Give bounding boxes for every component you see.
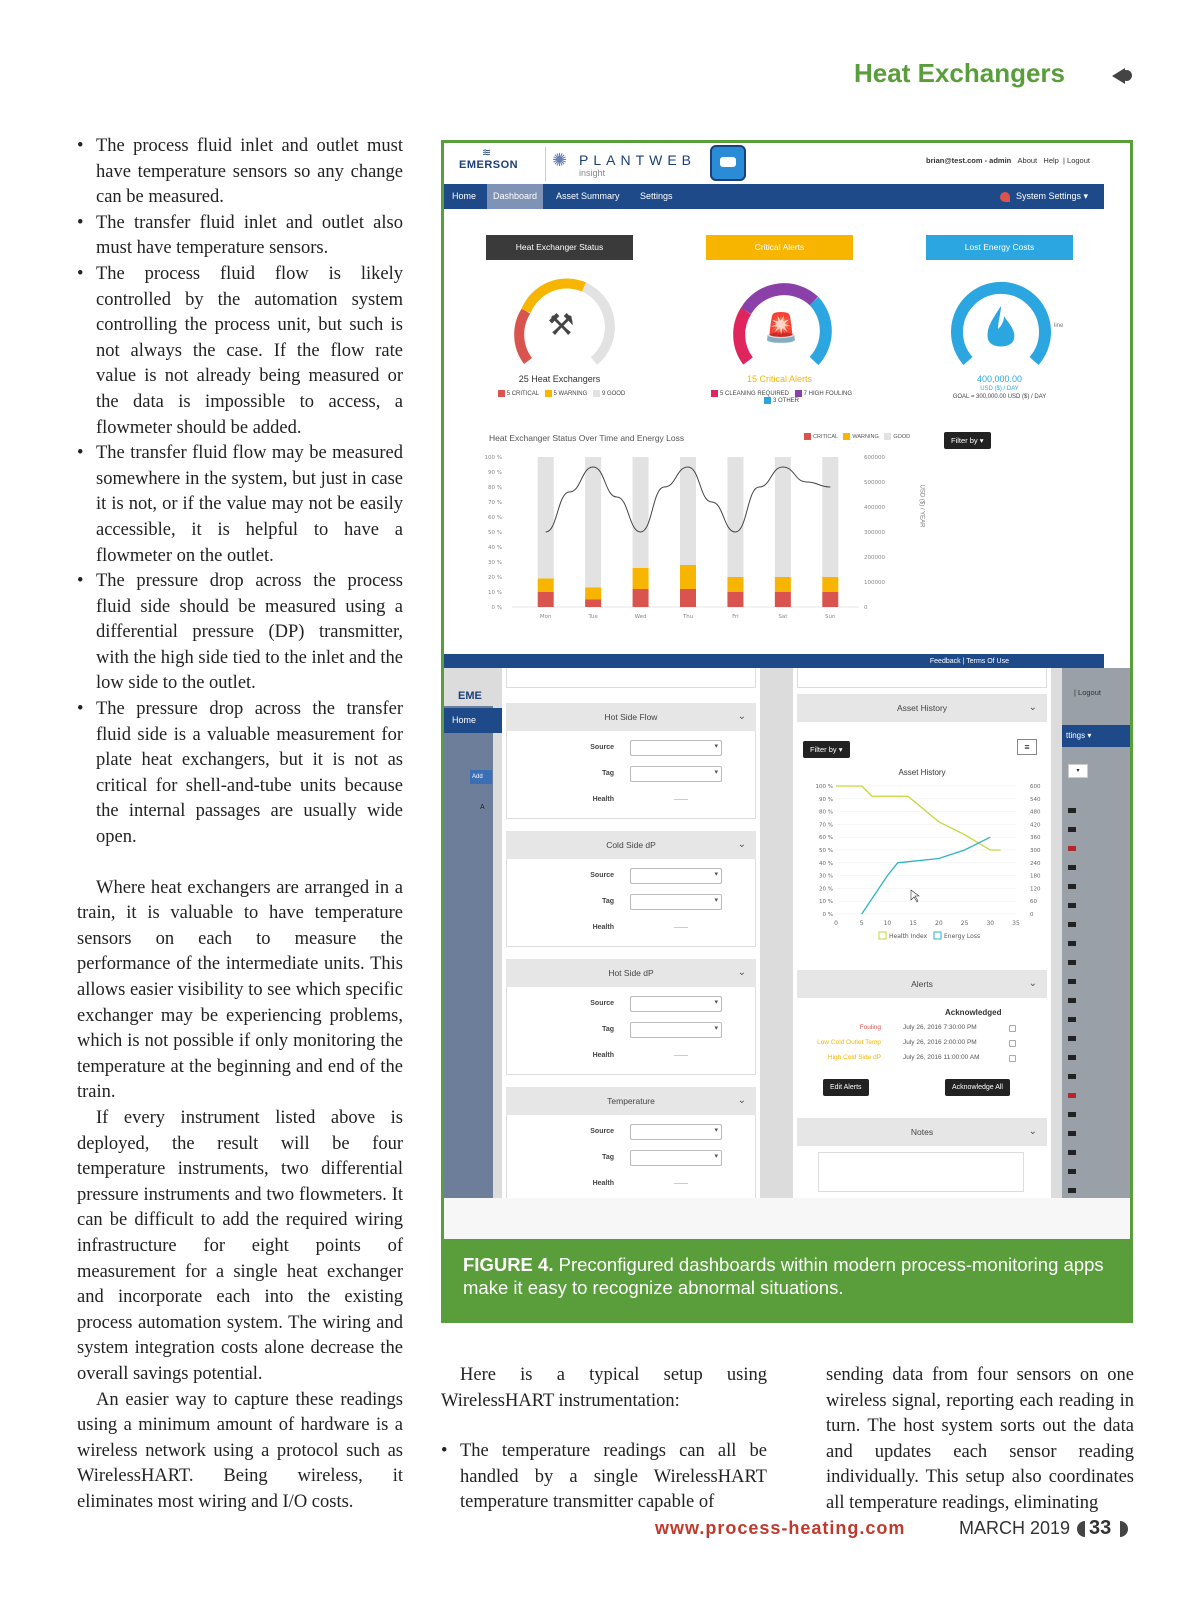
y2-tick-label: 480	[1030, 809, 1041, 816]
bar-good	[775, 457, 791, 577]
legend-swatch	[934, 932, 941, 939]
health-value: ——	[674, 924, 688, 931]
flag-icon	[1068, 922, 1076, 927]
y2-tick-label: 400000	[864, 505, 885, 511]
field-label: Health	[592, 1180, 614, 1187]
panel-title: Cold Side dP	[606, 840, 656, 850]
page-bracket-right-icon	[1120, 1521, 1128, 1537]
energy-goal: GOAL = 300,000.00 USD ($) / DAY	[952, 394, 1047, 400]
x-tick-label: Fri	[732, 614, 739, 620]
field-label: Source	[590, 872, 614, 879]
footer-links[interactable]: Feedback | Terms Of Use	[929, 658, 1009, 665]
chevron-down-icon[interactable]: ⌄	[737, 711, 746, 722]
flag-icon	[1068, 846, 1076, 851]
list-item: • The process fluid flow is likely controlled by the automation system controlling the process unit, but such is not always the case. If the flow rate value is not already being measured or the data is impossible to access, a flowmeter should be added.	[77, 262, 403, 441]
bar-warning	[680, 565, 696, 589]
x-tick-label: Sat	[778, 614, 788, 620]
product-subtitle: insight	[579, 168, 606, 178]
y2-tick-label: 180	[1030, 873, 1041, 880]
card-lost-energy-costs[interactable]: Lost Energy Costs	[926, 235, 1073, 260]
body-paragraph: An easier way to capture these readings using a minimum amount of hardware is a wireless network using a protocol such as WirelessHART. Being wireless, it eliminates most wiring and I/O costs.	[77, 1389, 403, 1512]
notes-title: Notes	[910, 1127, 934, 1137]
y-tick-label: 40 %	[488, 545, 502, 551]
panel-remnant	[506, 668, 756, 688]
bar-good	[727, 457, 743, 577]
x-tick-label: 0	[834, 920, 838, 927]
alert-name: Fouling	[859, 1024, 881, 1031]
acknowledge-checkbox[interactable]	[1009, 1025, 1016, 1032]
website-url[interactable]: www.process-heating.com	[655, 1518, 906, 1538]
alerts-legend: 5 CLEANING REQUIRED 7 HIGH FOULING 3 OTHER	[706, 390, 853, 404]
y-tick-label: 0 %	[822, 912, 833, 918]
y-tick-label: 30 %	[488, 560, 502, 566]
system-settings-menu[interactable]	[1000, 184, 1088, 209]
nav-home[interactable]: Home	[452, 191, 477, 201]
y-tick-label: 80 %	[819, 809, 833, 816]
status-count-label: 25 Heat Exchangers	[518, 374, 601, 384]
bar-good	[538, 457, 554, 579]
background-brand: EME	[458, 690, 482, 702]
y-tick-label: 100 %	[484, 455, 502, 461]
flag-icon	[1068, 1131, 1076, 1136]
acknowledge-all-button[interactable]: Acknowledge All	[945, 1079, 1010, 1096]
flag-icon	[1068, 1112, 1076, 1117]
settings-user-icon	[1000, 192, 1010, 202]
bar-critical	[680, 589, 696, 607]
y2-tick-label: 300000	[864, 530, 885, 536]
alerts-header[interactable]	[797, 970, 1047, 998]
tools-icon: ⚒	[547, 308, 575, 343]
card-critical-alerts[interactable]: Critical Alerts	[706, 235, 853, 260]
energy-cost-label: 400,000.00	[976, 374, 1023, 384]
flag-icon	[1068, 998, 1076, 1003]
y-tick-label: 50 %	[488, 530, 502, 536]
issue-date: MARCH 2019	[959, 1518, 1071, 1538]
x-tick-label: Thu	[682, 614, 694, 620]
flag-icon	[1068, 1093, 1076, 1098]
list-item: • The transfer fluid inlet and outlet also must have temperature sensors.	[77, 211, 403, 262]
flag-icon	[1068, 1055, 1076, 1060]
app-header	[444, 143, 1130, 187]
y-tick-label: 70 %	[819, 822, 833, 829]
section-title: Heat Exchangers	[854, 58, 1065, 88]
bar-critical	[633, 589, 649, 607]
asset-history-header[interactable]	[797, 694, 1047, 722]
bar-warning	[727, 577, 743, 592]
background-column-label: A	[480, 804, 485, 811]
emerson-logo-icon: ≋	[482, 147, 492, 159]
panel-title: Hot Side dP	[608, 968, 654, 978]
acknowledged-label: Acknowledged	[945, 1008, 1002, 1017]
energy-side-label: line	[1054, 323, 1064, 329]
card-heat-exchanger-status[interactable]: Heat Exchanger Status	[486, 235, 633, 260]
product-name: PLANTWEB	[579, 152, 697, 168]
y2-tick-label: 600	[1030, 784, 1041, 790]
y2-tick-label: 600000	[864, 455, 885, 461]
flag-icon	[1068, 903, 1076, 908]
flag-icon	[1068, 979, 1076, 984]
y-tick-label: 40 %	[819, 860, 833, 867]
cursor-icon	[911, 890, 919, 902]
x-tick-label: Wed	[634, 614, 647, 620]
chevron-down-icon[interactable]: ⌄	[1028, 1126, 1037, 1137]
bar-good	[822, 457, 838, 577]
right-axis-title: USD ($) / YEAR	[918, 484, 925, 528]
field-label: Source	[590, 1000, 614, 1007]
asset-history-title: Asset History	[896, 703, 948, 713]
flag-icon	[1068, 808, 1076, 813]
field-label: Tag	[602, 898, 614, 905]
history-filter-button[interactable]: Filter by ▾	[803, 741, 850, 758]
background-add-button[interactable]: Add	[470, 770, 492, 784]
list-item: • The pressure drop across the transfer fluid side is a valuable measurement for plate heat exchangers, but it is not as critical for shell-and-tube units because the internal passages are usually wide open.	[77, 697, 403, 851]
y2-tick-label: 420	[1030, 822, 1041, 829]
flag-icon	[1068, 1188, 1076, 1193]
flag-icon	[1068, 1074, 1076, 1079]
bar-good	[680, 457, 696, 565]
chevron-down-icon[interactable]: ⌄	[737, 967, 746, 978]
figure-4	[441, 140, 1133, 1323]
bar-critical	[585, 600, 601, 608]
alert-time: July 26, 2016 11:00:00 AM	[903, 1054, 980, 1061]
x-tick-label: 20	[935, 920, 943, 927]
status-chart-legend: CRITICAL WARNING GOOD	[800, 433, 910, 440]
field-label: Source	[590, 1128, 614, 1135]
flag-icon	[1068, 1169, 1076, 1174]
y2-tick-label: 0	[864, 605, 868, 611]
heat-exchanger-app-icon	[710, 145, 746, 181]
panel-header[interactable]	[506, 831, 756, 859]
figure-caption-text: Preconfigured dashboards within modern process-monitoring apps make it easy to recognize abnormal situations.	[463, 1254, 1104, 1298]
panel-header[interactable]	[506, 959, 756, 987]
alert-name: Low Cold Outlet Temp	[817, 1039, 881, 1046]
acknowledge-checkbox[interactable]	[1009, 1055, 1016, 1062]
flag-icon	[1068, 1036, 1076, 1041]
about-link[interactable]: About	[1017, 156, 1038, 165]
background-logout-link[interactable]: | Logout	[1074, 688, 1101, 697]
bar-critical	[727, 592, 743, 607]
bar-warning	[775, 577, 791, 592]
page-number: 33	[1089, 1517, 1112, 1539]
flag-icon	[1068, 941, 1076, 946]
panel-body	[506, 731, 756, 819]
y-tick-label: 10 %	[819, 899, 833, 906]
chevron-down-icon[interactable]: ⌄	[1028, 978, 1037, 989]
edit-alerts-button[interactable]: Edit Alerts	[823, 1079, 869, 1096]
alerts-title: Alerts	[911, 979, 933, 989]
user-links: brian@test.com - admin About Help | Logout	[926, 156, 1090, 165]
status-gauge	[506, 271, 616, 381]
y-tick-label: 20 %	[488, 575, 502, 581]
y2-tick-label: 120	[1030, 886, 1041, 893]
y-tick-label: 90 %	[488, 470, 502, 476]
y2-tick-label: 360	[1030, 835, 1041, 842]
y-tick-label: 100 %	[815, 784, 833, 790]
flag-icon	[1068, 884, 1076, 889]
x-tick-label: 10	[883, 920, 892, 927]
y2-tick-label: 240	[1030, 860, 1041, 867]
y-tick-label: 50 %	[819, 848, 833, 854]
help-link[interactable]: Help	[1043, 156, 1059, 165]
body-paragraph: sending data from four sensors on one wireless signal, reporting each reading in turn. The host system sorts out the data and updates each sensor reading individually. This setup also coordinates all temperature readings, eliminating	[826, 1365, 1134, 1513]
y2-tick-label: 200000	[864, 555, 885, 561]
chevron-down-icon[interactable]: ⌄	[737, 1095, 746, 1106]
field-label: Source	[590, 744, 614, 751]
health-index-line	[836, 786, 1001, 850]
field-label: Tag	[602, 1154, 614, 1161]
y-tick-label: 30 %	[819, 873, 833, 880]
plantweb-logo-icon: ✺	[552, 150, 568, 170]
y2-tick-label: 500000	[864, 480, 885, 486]
body-paragraph: Here is a typical setup using WirelessHART instrumentation:	[441, 1365, 767, 1411]
asset-history-chart-title: Asset History	[898, 768, 946, 777]
bar-good	[633, 457, 649, 568]
measurement-panels	[502, 668, 760, 1198]
list-item: • The transfer fluid flow may be measured somewhere in the system, but just in case it is not, or if the value may not be easily accessible, it is helpful to have a flowmeter on the outlet.	[77, 441, 403, 569]
dashboard-screenshot	[444, 143, 1130, 691]
divider	[545, 147, 546, 181]
legend-label: Health Index	[889, 933, 928, 940]
body-paragraph: If every instrument listed above is deployed, the result will be four temperature instruments, two differential pressure instruments and two flowmeters. It can be difficult to add the required wiring infrastructure for eight points of measurement for a single heat exchanger and incorporate each into the existing process automation system. The wiring and system integration costs alone decrease the overall savings potential.	[77, 1107, 403, 1384]
panel-header[interactable]	[506, 1087, 756, 1115]
list-item: • The process fluid inlet and outlet must have temperature sensors so any change can be measured.	[77, 134, 403, 211]
energy-unit: USD ($) / DAY	[980, 386, 1019, 392]
alert-time: July 26, 2016 2:00:00 PM	[903, 1039, 977, 1046]
menu-icon[interactable]: ≡	[1017, 739, 1037, 755]
panel-title: Temperature	[607, 1096, 655, 1106]
field-label: Health	[592, 1052, 614, 1059]
brand-logo: EMERSON	[459, 159, 519, 171]
bar-critical	[822, 592, 838, 607]
health-value: ——	[674, 796, 688, 803]
status-over-time-chart	[484, 451, 924, 631]
y-tick-label: 90 %	[819, 796, 833, 803]
list-item: • The temperature readings can all be handled by a single WirelessHART temperature transmitter capable of	[441, 1439, 767, 1516]
y-tick-label: 20 %	[819, 886, 833, 893]
x-tick-label: 35	[1012, 920, 1020, 927]
setup-list	[441, 1439, 767, 1516]
y2-tick-label: 100000	[864, 580, 885, 586]
left-column	[77, 134, 403, 1515]
y-tick-label: 70 %	[488, 500, 502, 506]
page-footer	[0, 1518, 1200, 1548]
flag-icon	[1068, 1150, 1076, 1155]
x-tick-label: 25	[960, 920, 969, 927]
panel-remnant	[797, 668, 1047, 688]
bar-critical	[538, 592, 554, 607]
flag-icon	[1068, 960, 1076, 965]
field-label: Health	[592, 796, 614, 803]
x-tick-label: 5	[859, 920, 864, 927]
field-label: Tag	[602, 770, 614, 777]
y2-tick-label: 60	[1030, 899, 1037, 906]
x-tick-label: 30	[986, 920, 995, 927]
requirements-list	[77, 134, 403, 851]
bar-good	[585, 457, 601, 588]
legend-label: Energy Loss	[944, 933, 981, 940]
page-bracket-left-icon	[1077, 1521, 1085, 1537]
energy-gauge	[946, 271, 1056, 381]
field-label: Health	[592, 924, 614, 931]
bar-warning	[822, 577, 838, 592]
figure-label: FIGURE 4.	[463, 1254, 554, 1275]
notes-header[interactable]	[797, 1118, 1047, 1146]
status-legend: 5 CRITICAL 5 WARNING 9 GOOD	[486, 390, 633, 397]
user-account[interactable]: brian@test.com - admin	[926, 156, 1012, 165]
background-settings-menu[interactable]: ttings ▾	[1062, 725, 1130, 747]
field-label: Tag	[602, 1026, 614, 1033]
main-nav	[444, 184, 1104, 209]
status-filter-button[interactable]: Filter by ▾	[944, 432, 991, 449]
bar-warning	[538, 579, 554, 593]
health-value: ——	[674, 1180, 688, 1187]
y2-tick-label: 300	[1030, 848, 1041, 854]
background-table	[1062, 668, 1130, 1198]
y2-tick-label: 540	[1030, 796, 1041, 803]
bar-warning	[585, 588, 601, 600]
logout-link[interactable]: Logout	[1067, 156, 1090, 165]
status-chart-title: Heat Exchanger Status Over Time and Energy Loss	[489, 433, 685, 443]
body-paragraph: Where heat exchangers are arranged in a train, it is valuable to have temperature sensors on each to measure the performance of the intermediate units. This allows easier visibility to see which specific exchanger may be experiencing problems, which is not possible if only monitoring the temperature at the beginning and end of the train.	[77, 877, 403, 1103]
alert-name: High Cold Side dP	[827, 1054, 881, 1061]
y-tick-label: 0 %	[491, 605, 502, 611]
flag-icon	[1068, 865, 1076, 870]
background-dropdown[interactable]: ▾	[1068, 764, 1088, 778]
figure-caption	[444, 1239, 1130, 1320]
alerts-count-label: 15 Critical Alerts	[746, 374, 813, 384]
system-settings-label: System Settings ▾	[1015, 191, 1088, 201]
x-tick-label: 15	[909, 920, 917, 927]
nav-settings[interactable]: Settings	[640, 191, 673, 201]
chevron-down-icon[interactable]: ⌄	[737, 839, 746, 850]
y-tick-label: 10 %	[488, 590, 502, 596]
legend-swatch	[879, 932, 886, 939]
asset-detail-screenshot	[444, 668, 1130, 1198]
middle-column	[441, 1363, 767, 1516]
panel-body	[506, 859, 756, 947]
y-tick-label: 60 %	[488, 515, 502, 521]
notes-input[interactable]	[818, 1152, 1024, 1192]
y2-tick-label: 0	[1030, 912, 1034, 918]
alerts-gauge	[726, 271, 836, 381]
bar-warning	[633, 568, 649, 589]
section-arrow-icon	[1112, 68, 1125, 84]
list-item: • The pressure drop across the process fluid side should be measured using a differential pressure (DP) transmitter, with the high side tied to the inlet and the low side to the outlet.	[77, 569, 403, 697]
alarm-icon: 🚨	[763, 311, 799, 344]
asset-history-chart	[806, 780, 1044, 950]
nav-asset-summary[interactable]: Asset Summary	[556, 191, 620, 201]
right-column	[826, 1363, 1134, 1517]
panel-header[interactable]	[506, 703, 756, 731]
x-tick-label: Tue	[588, 614, 598, 620]
nav-dashboard[interactable]: Dashboard	[487, 184, 543, 209]
flag-icon	[1068, 827, 1076, 832]
flame-icon	[988, 306, 1015, 347]
panel-title: Hot Side Flow	[604, 712, 658, 722]
bar-critical	[775, 592, 791, 607]
y-tick-label: 80 %	[488, 485, 502, 491]
alert-time: July 26, 2016 7:30:00 PM	[903, 1024, 977, 1031]
panel-body	[506, 1115, 756, 1198]
y-tick-label: 60 %	[819, 835, 833, 842]
panel-body	[506, 987, 756, 1075]
x-tick-label: Mon	[539, 614, 552, 620]
app-footer	[444, 654, 1104, 668]
chevron-down-icon[interactable]: ⌄	[1028, 702, 1037, 713]
flag-icon	[1068, 1017, 1076, 1022]
background-home-tab[interactable]: Home	[444, 708, 504, 733]
acknowledge-checkbox[interactable]	[1009, 1040, 1016, 1047]
x-tick-label: Sun	[825, 614, 836, 620]
health-value: ——	[674, 1052, 688, 1059]
